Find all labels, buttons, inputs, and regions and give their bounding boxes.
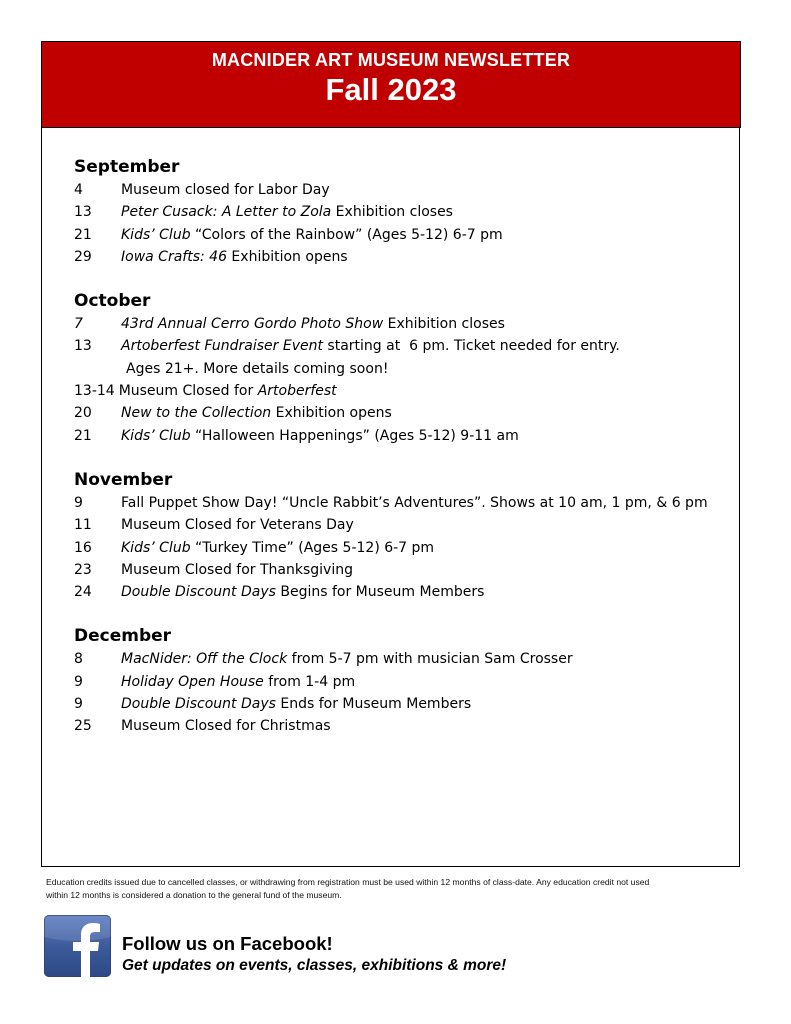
header-title: MACNIDER ART MUSEUM NEWSLETTER	[211, 50, 571, 70]
event-date: 24	[74, 584, 92, 601]
event-row	[74, 492, 740, 514]
event-row	[74, 313, 740, 335]
event-description	[121, 492, 740, 514]
event-date: 21	[74, 226, 92, 243]
event-text: Museum Closed for Veterans Day	[121, 517, 354, 534]
event-date: 21	[74, 427, 92, 444]
event-description	[121, 313, 740, 335]
event-calendar	[74, 155, 740, 759]
month-section	[74, 155, 740, 268]
event-row	[74, 380, 740, 402]
event-date: 13	[74, 338, 92, 355]
event-date: 23	[74, 561, 92, 578]
event-text: starting at 6 pm. Ticket needed for entry.	[322, 338, 620, 355]
event-text: Exhibition closes	[331, 204, 453, 221]
newsletter-header	[41, 41, 741, 128]
event-title-italic: Double Discount Days	[121, 584, 276, 601]
month-title: December	[74, 626, 172, 647]
event-description	[121, 693, 740, 715]
event-title-italic: Double Discount Days	[121, 696, 276, 713]
event-row	[74, 335, 740, 357]
event-row	[74, 246, 740, 268]
facebook-f-icon	[44, 915, 111, 977]
event-row	[74, 514, 740, 536]
event-title-italic: Kids’ Club	[121, 427, 191, 444]
event-title-italic: Kids’ Club	[121, 226, 191, 243]
event-date: 9	[74, 673, 83, 690]
event-date: 7	[74, 316, 83, 333]
event-row	[74, 224, 740, 246]
event-text: Ends for Museum Members	[275, 696, 472, 713]
event-description	[121, 201, 740, 223]
event-description	[121, 402, 740, 424]
event-description	[121, 537, 740, 559]
event-text: “Halloween Happenings” (Ages 5-12) 9-11 am	[190, 427, 519, 444]
event-row	[74, 537, 740, 559]
event-title-italic: 43rd Annual Cerro Gordo Photo Show	[121, 316, 384, 333]
month-section	[74, 289, 740, 447]
event-text: Exhibition opens	[271, 405, 392, 422]
event-date: 13	[74, 204, 92, 221]
event-continuation: Ages 21+. More details coming soon!	[126, 360, 389, 377]
event-row	[74, 715, 740, 737]
month-section	[74, 468, 740, 603]
education-credit-note	[46, 876, 746, 902]
event-row	[74, 581, 740, 603]
event-row	[74, 402, 740, 424]
event-title-italic: Iowa Crafts: 46	[121, 248, 227, 265]
event-text: Museum Closed for	[118, 383, 258, 400]
event-description	[121, 514, 740, 536]
follow-facebook-link[interactable]: Follow us on Facebook!	[122, 933, 333, 954]
event-title-italic: Peter Cusack: A Letter to Zola	[121, 204, 332, 221]
header-season: Fall 2023	[325, 72, 457, 107]
event-description	[121, 179, 740, 201]
event-text: Museum Closed for Christmas	[121, 718, 331, 735]
event-title-italic: Holiday Open House	[121, 673, 264, 690]
event-description	[121, 224, 740, 246]
event-text: from 1-4 pm	[263, 673, 356, 690]
event-title-italic: New to the Collection	[121, 405, 272, 422]
event-date: 4	[74, 182, 83, 198]
month-section	[74, 624, 740, 737]
event-description	[121, 671, 740, 693]
event-text: “Turkey Time” (Ages 5-12) 6-7 pm	[190, 539, 435, 556]
event-title-italic: Kids’ Club	[121, 539, 191, 556]
note-line: Education credits issued due to cancelled classes, or withdrawing from registration must be used within 12 months of class-date. Any education credit not used	[46, 877, 650, 887]
facebook-logo-icon[interactable]	[44, 915, 111, 977]
event-row	[74, 648, 740, 670]
event-date: 20	[74, 405, 92, 422]
event-date: 9	[74, 696, 83, 713]
event-date: 29	[74, 248, 92, 265]
month-title: November	[74, 469, 173, 490]
event-title-italic: Artoberfest	[257, 383, 337, 400]
event-date: 8	[74, 651, 83, 668]
event-date: 13-14	[74, 383, 115, 400]
month-title: September	[74, 157, 180, 177]
event-text: Museum Closed for Thanksgiving	[121, 561, 353, 578]
event-row	[74, 179, 740, 201]
event-text: Exhibition opens	[226, 248, 348, 265]
event-text: Exhibition closes	[383, 316, 505, 333]
event-description	[121, 648, 740, 670]
event-description	[121, 425, 740, 447]
event-text: Fall Puppet Show Day! “Uncle Rabbit’s Adventures”. Shows at 10 am, 1 pm, & 6 pm	[121, 494, 708, 511]
event-title-italic: MacNider: Off the Clock	[121, 651, 288, 668]
event-description	[119, 380, 740, 402]
event-date: 9	[74, 494, 83, 511]
event-text: Begins for Museum Members	[275, 584, 485, 601]
event-row	[74, 671, 740, 693]
event-date: 25	[74, 718, 92, 735]
event-text: Museum closed for Labor Day	[121, 182, 330, 198]
event-row	[74, 693, 740, 715]
event-description	[121, 715, 740, 737]
event-row	[74, 201, 740, 223]
event-text: “Colors of the Rainbow” (Ages 5-12) 6-7 pm	[190, 226, 503, 243]
event-row	[74, 559, 740, 581]
event-description	[121, 559, 740, 581]
facebook-tagline: Get updates on events, classes, exhibitions & more!	[122, 957, 507, 974]
event-description	[121, 581, 740, 603]
event-text: from 5-7 pm with musician Sam Crosser	[287, 651, 573, 668]
note-line: within 12 months is considered a donation to the general fund of the museum.	[46, 890, 342, 900]
event-date: 16	[74, 539, 92, 556]
event-description	[121, 335, 740, 357]
event-date: 11	[74, 517, 92, 534]
month-title: October	[74, 291, 151, 312]
event-row	[74, 425, 740, 447]
event-title-italic: Artoberfest Fundraiser Event	[121, 338, 323, 355]
event-description	[121, 246, 740, 268]
